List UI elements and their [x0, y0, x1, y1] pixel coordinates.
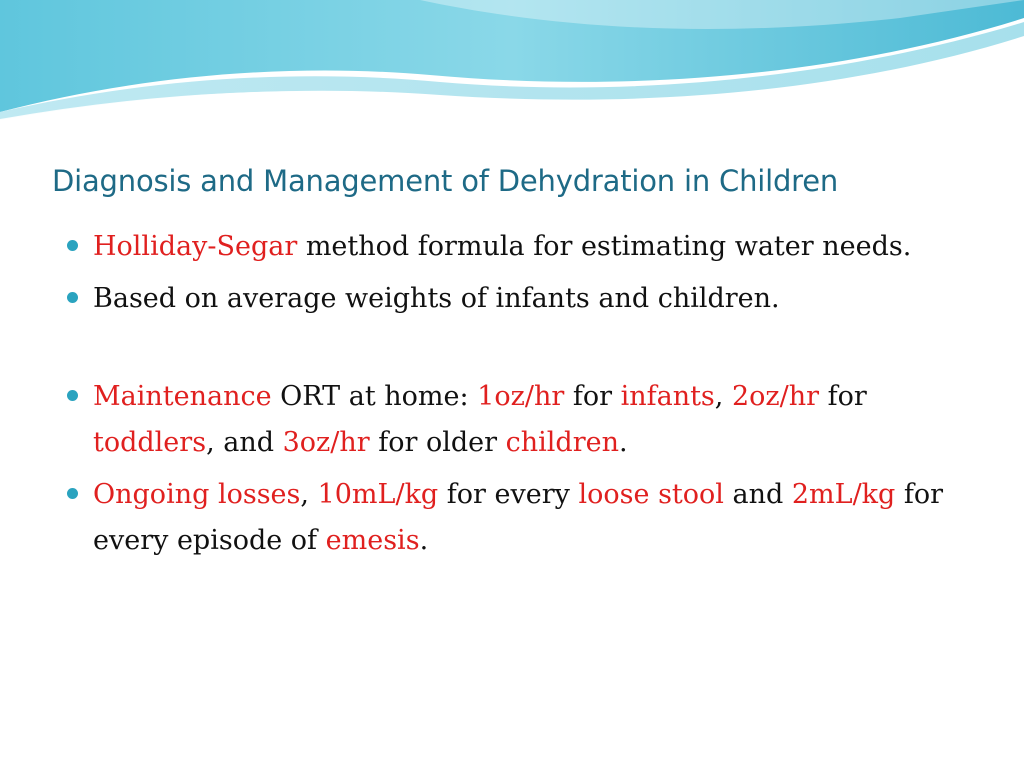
- bullet-item-maintenance: [66, 374, 966, 466]
- bullet-dot-icon: [67, 488, 78, 499]
- bullet-text: for every: [438, 479, 579, 510]
- highlight-text: Holliday-Segar: [93, 231, 298, 262]
- decorative-wave-header: [0, 0, 1024, 130]
- bullet-text: ORT at home:: [271, 381, 478, 412]
- highlight-text: 2oz/hr: [731, 381, 820, 412]
- bullet-text: for older: [369, 427, 506, 458]
- bullet-text: .: [618, 427, 628, 458]
- highlight-text: 3oz/hr: [282, 427, 370, 458]
- highlight-text: children: [505, 427, 619, 458]
- bullet-list: [66, 224, 966, 564]
- bullet-text: .: [419, 525, 429, 556]
- bullet-item-ongoing-losses: [66, 472, 966, 564]
- bullet-text: for: [819, 381, 867, 412]
- highlight-text: 10mL/kg: [317, 479, 439, 510]
- bullet-dot-icon: [67, 240, 78, 251]
- highlight-text: Maintenance: [93, 381, 272, 412]
- highlight-text: emesis: [325, 525, 420, 556]
- highlight-text: Ongoing losses: [93, 479, 301, 510]
- bullet-text: for every episode of: [93, 479, 944, 556]
- bullet-dot-icon: [67, 292, 78, 303]
- bullet-text: and: [723, 479, 792, 510]
- highlight-text: 2mL/kg: [791, 479, 896, 510]
- slide-title: Diagnosis and Management of Dehydration in Children: [52, 164, 839, 198]
- bullet-dot-icon: [67, 390, 78, 401]
- bullet-text: Based on average weights of infants and children.: [93, 283, 780, 314]
- bullet-text: method formula for estimating water needs.: [297, 231, 912, 262]
- bullet-text: , and: [206, 427, 283, 458]
- bullet-text: ,: [300, 479, 318, 510]
- bullet-text: for: [564, 381, 621, 412]
- highlight-text: infants: [620, 381, 715, 412]
- highlight-text: loose stool: [578, 479, 724, 510]
- bullet-item-average-weights: [66, 276, 966, 322]
- bullet-text: ,: [714, 381, 732, 412]
- highlight-text: 1oz/hr: [477, 381, 565, 412]
- bullet-item-holliday-segar: [66, 224, 966, 270]
- highlight-text: toddlers: [93, 427, 207, 458]
